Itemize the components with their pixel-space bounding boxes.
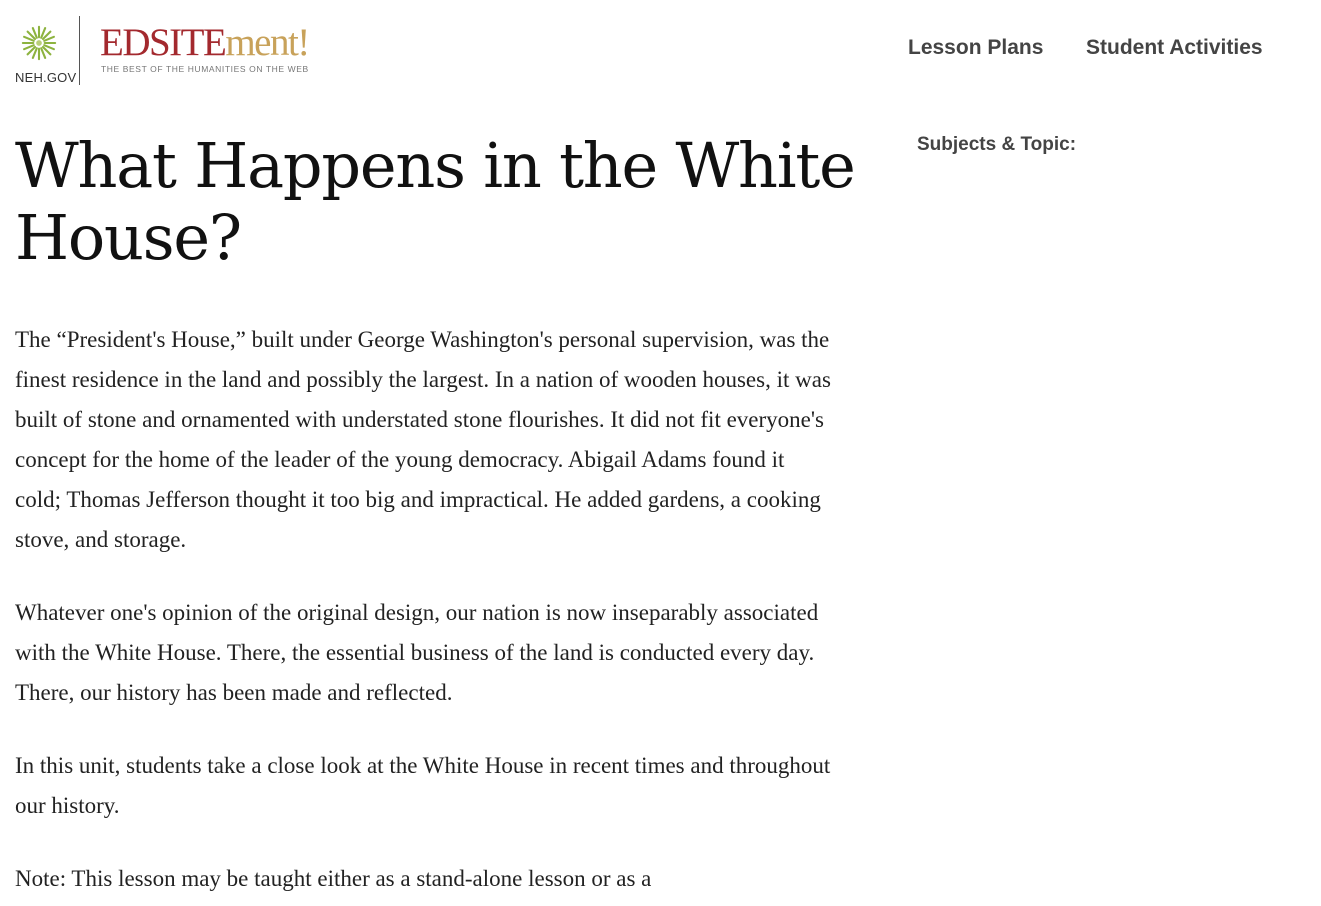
neh-logo-text: NEH.GOV — [15, 70, 77, 85]
overview-paragraph: In this unit, students take a close look at the White House in recent times and throughout our history. — [15, 753, 831, 818]
edsitement-wordmark-main: EDSITE — [100, 21, 226, 64]
nav-student-activities[interactable]: Student Activities — [1086, 36, 1263, 59]
site-header — [0, 0, 1321, 100]
logo-divider — [79, 16, 80, 85]
lesson-overview — [15, 320, 835, 906]
overview-paragraph: Whatever one's opinion of the original design, our nation is now inseparably associated with the White House. There, the essential business of the land is conducted every day. There, our history has been made and reflected. — [15, 600, 819, 705]
edsitement-logo-link[interactable] — [100, 22, 320, 78]
edsitement-wordmark-suffix: ment! — [225, 21, 309, 64]
subjects-topic-heading: Subjects & Topic: — [917, 134, 1077, 155]
edsitement-wordmark — [100, 22, 309, 64]
neh-sunburst-icon — [20, 24, 58, 62]
page-title: What Happens in the White House? — [15, 129, 855, 274]
overview-paragraph: Note: This lesson may be taught either as a stand-alone lesson or as a — [15, 866, 652, 891]
nav-lesson-plans[interactable]: Lesson Plans — [908, 36, 1044, 59]
sidebar — [917, 134, 1297, 156]
neh-logo-link[interactable] — [15, 24, 79, 86]
edsitement-tagline: THE BEST OF THE HUMANITIES ON THE WEB — [101, 64, 309, 74]
overview-paragraph: The “President's House,” built under George Washington's personal supervision, was the finest residence in the land and possibly the largest. In a nation of wooden houses, it was built of stone and ornamented with understated stone flourishes. It did not fit everyone's concept for the home of the leader of the young democracy. Abigail Adams found it cold; Thomas Jefferson thought it too big and impractical. He added gardens, a cooking stove, and storage. — [15, 327, 831, 552]
